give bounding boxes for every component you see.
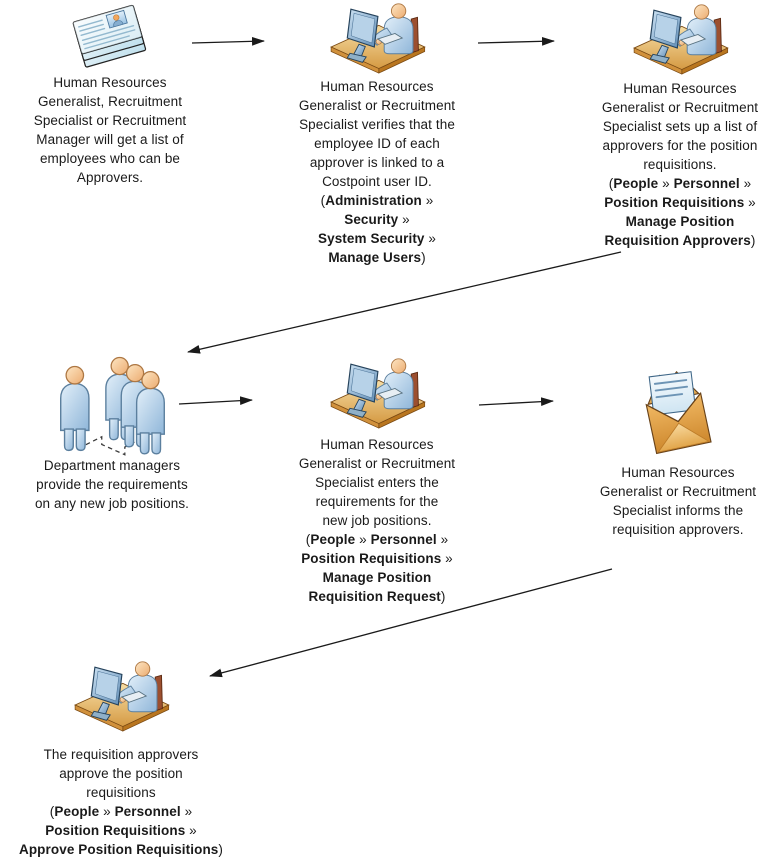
caption-line: requisitions.: [643, 157, 717, 172]
caption-line: Generalist or Recruitment: [599, 484, 757, 499]
caption-line: Department managers: [43, 458, 181, 473]
caption-line: Costpoint user ID.: [322, 174, 432, 189]
computer-user-icon: [626, 3, 734, 75]
envelope-icon: [643, 366, 713, 458]
caption-line: Manager will get a list of: [36, 132, 184, 147]
computer-user-icon: [323, 2, 431, 74]
caption-line: Human Resources: [320, 79, 434, 94]
caption-line: Specialist verifies that the: [299, 117, 455, 132]
caption-line: approve the position: [59, 766, 183, 781]
caption-line: new job positions.: [322, 513, 432, 528]
caption-line: on any new job positions.: [34, 496, 190, 511]
caption-line: Specialist sets up a list of: [602, 119, 758, 134]
node-caption-enter-requirements: [262, 435, 492, 606]
caption-line: Approve Position Requisitions): [18, 842, 224, 857]
caption-line: Human Resources: [53, 75, 167, 90]
caption-line: Security »: [344, 212, 410, 227]
caption-line: (People » Personnel »: [608, 176, 752, 191]
caption-line: Requisition Approvers): [604, 233, 756, 248]
caption-line: Human Resources: [621, 465, 735, 480]
caption-line: approver is linked to a: [309, 155, 445, 170]
caption-line: Specialist informs the: [612, 503, 744, 518]
caption-line: requisitions: [86, 785, 156, 800]
flow-arrow: [479, 401, 553, 405]
caption-line: provide the requirements: [36, 477, 188, 492]
caption-line: Human Resources: [320, 437, 434, 452]
flow-arrow: [179, 400, 252, 404]
node-caption-approve-requisitions: [0, 745, 246, 859]
flow-arrow: [192, 41, 264, 43]
computer-user-icon: [323, 357, 431, 429]
caption-line: employee ID of each: [314, 136, 440, 151]
caption-line: Position Requisitions »: [45, 823, 197, 838]
caption-line: Manage Position: [625, 214, 735, 229]
computer-user-icon: [67, 660, 175, 732]
caption-line: requisition approvers.: [612, 522, 744, 537]
caption-line: (People » Personnel »: [49, 804, 193, 819]
resume-stack-icon: [60, 3, 160, 69]
caption-line: Human Resources: [623, 81, 737, 96]
node-caption-get-approvers-list: [0, 73, 222, 187]
caption-line: Position Requisitions »: [301, 551, 453, 566]
caption-line: approvers for the position: [602, 138, 758, 153]
caption-line: (Administration »: [320, 193, 434, 208]
flow-arrow: [478, 41, 554, 43]
caption-line: System Security »: [317, 231, 437, 246]
node-caption-setup-approver-list: [560, 79, 779, 250]
people-group-icon: [51, 356, 173, 456]
caption-line: Requisition Request): [308, 589, 446, 604]
caption-line: Generalist or Recruitment: [298, 98, 456, 113]
caption-line: Manage Position: [322, 570, 432, 585]
caption-line: requirements for the: [315, 494, 439, 509]
flow-arrow: [188, 252, 621, 352]
node-caption-inform-approvers: [561, 463, 779, 539]
caption-line: Specialist enters the: [315, 475, 439, 490]
caption-line: Position Requisitions »: [604, 195, 756, 210]
caption-line: Generalist or Recruitment: [298, 456, 456, 471]
caption-line: Generalist, Recruitment: [37, 94, 183, 109]
caption-line: Generalist or Recruitment: [601, 100, 759, 115]
caption-line: Approvers.: [76, 170, 144, 185]
caption-line: (People » Personnel »: [305, 532, 449, 547]
caption-line: Specialist or Recruitment: [33, 113, 187, 128]
node-caption-verify-employee-id: [262, 77, 492, 267]
caption-line: The requisition approvers: [43, 747, 199, 762]
caption-line: employees who can be: [39, 151, 181, 166]
node-caption-department-managers: [0, 456, 227, 513]
caption-line: Manage Users): [328, 250, 426, 265]
